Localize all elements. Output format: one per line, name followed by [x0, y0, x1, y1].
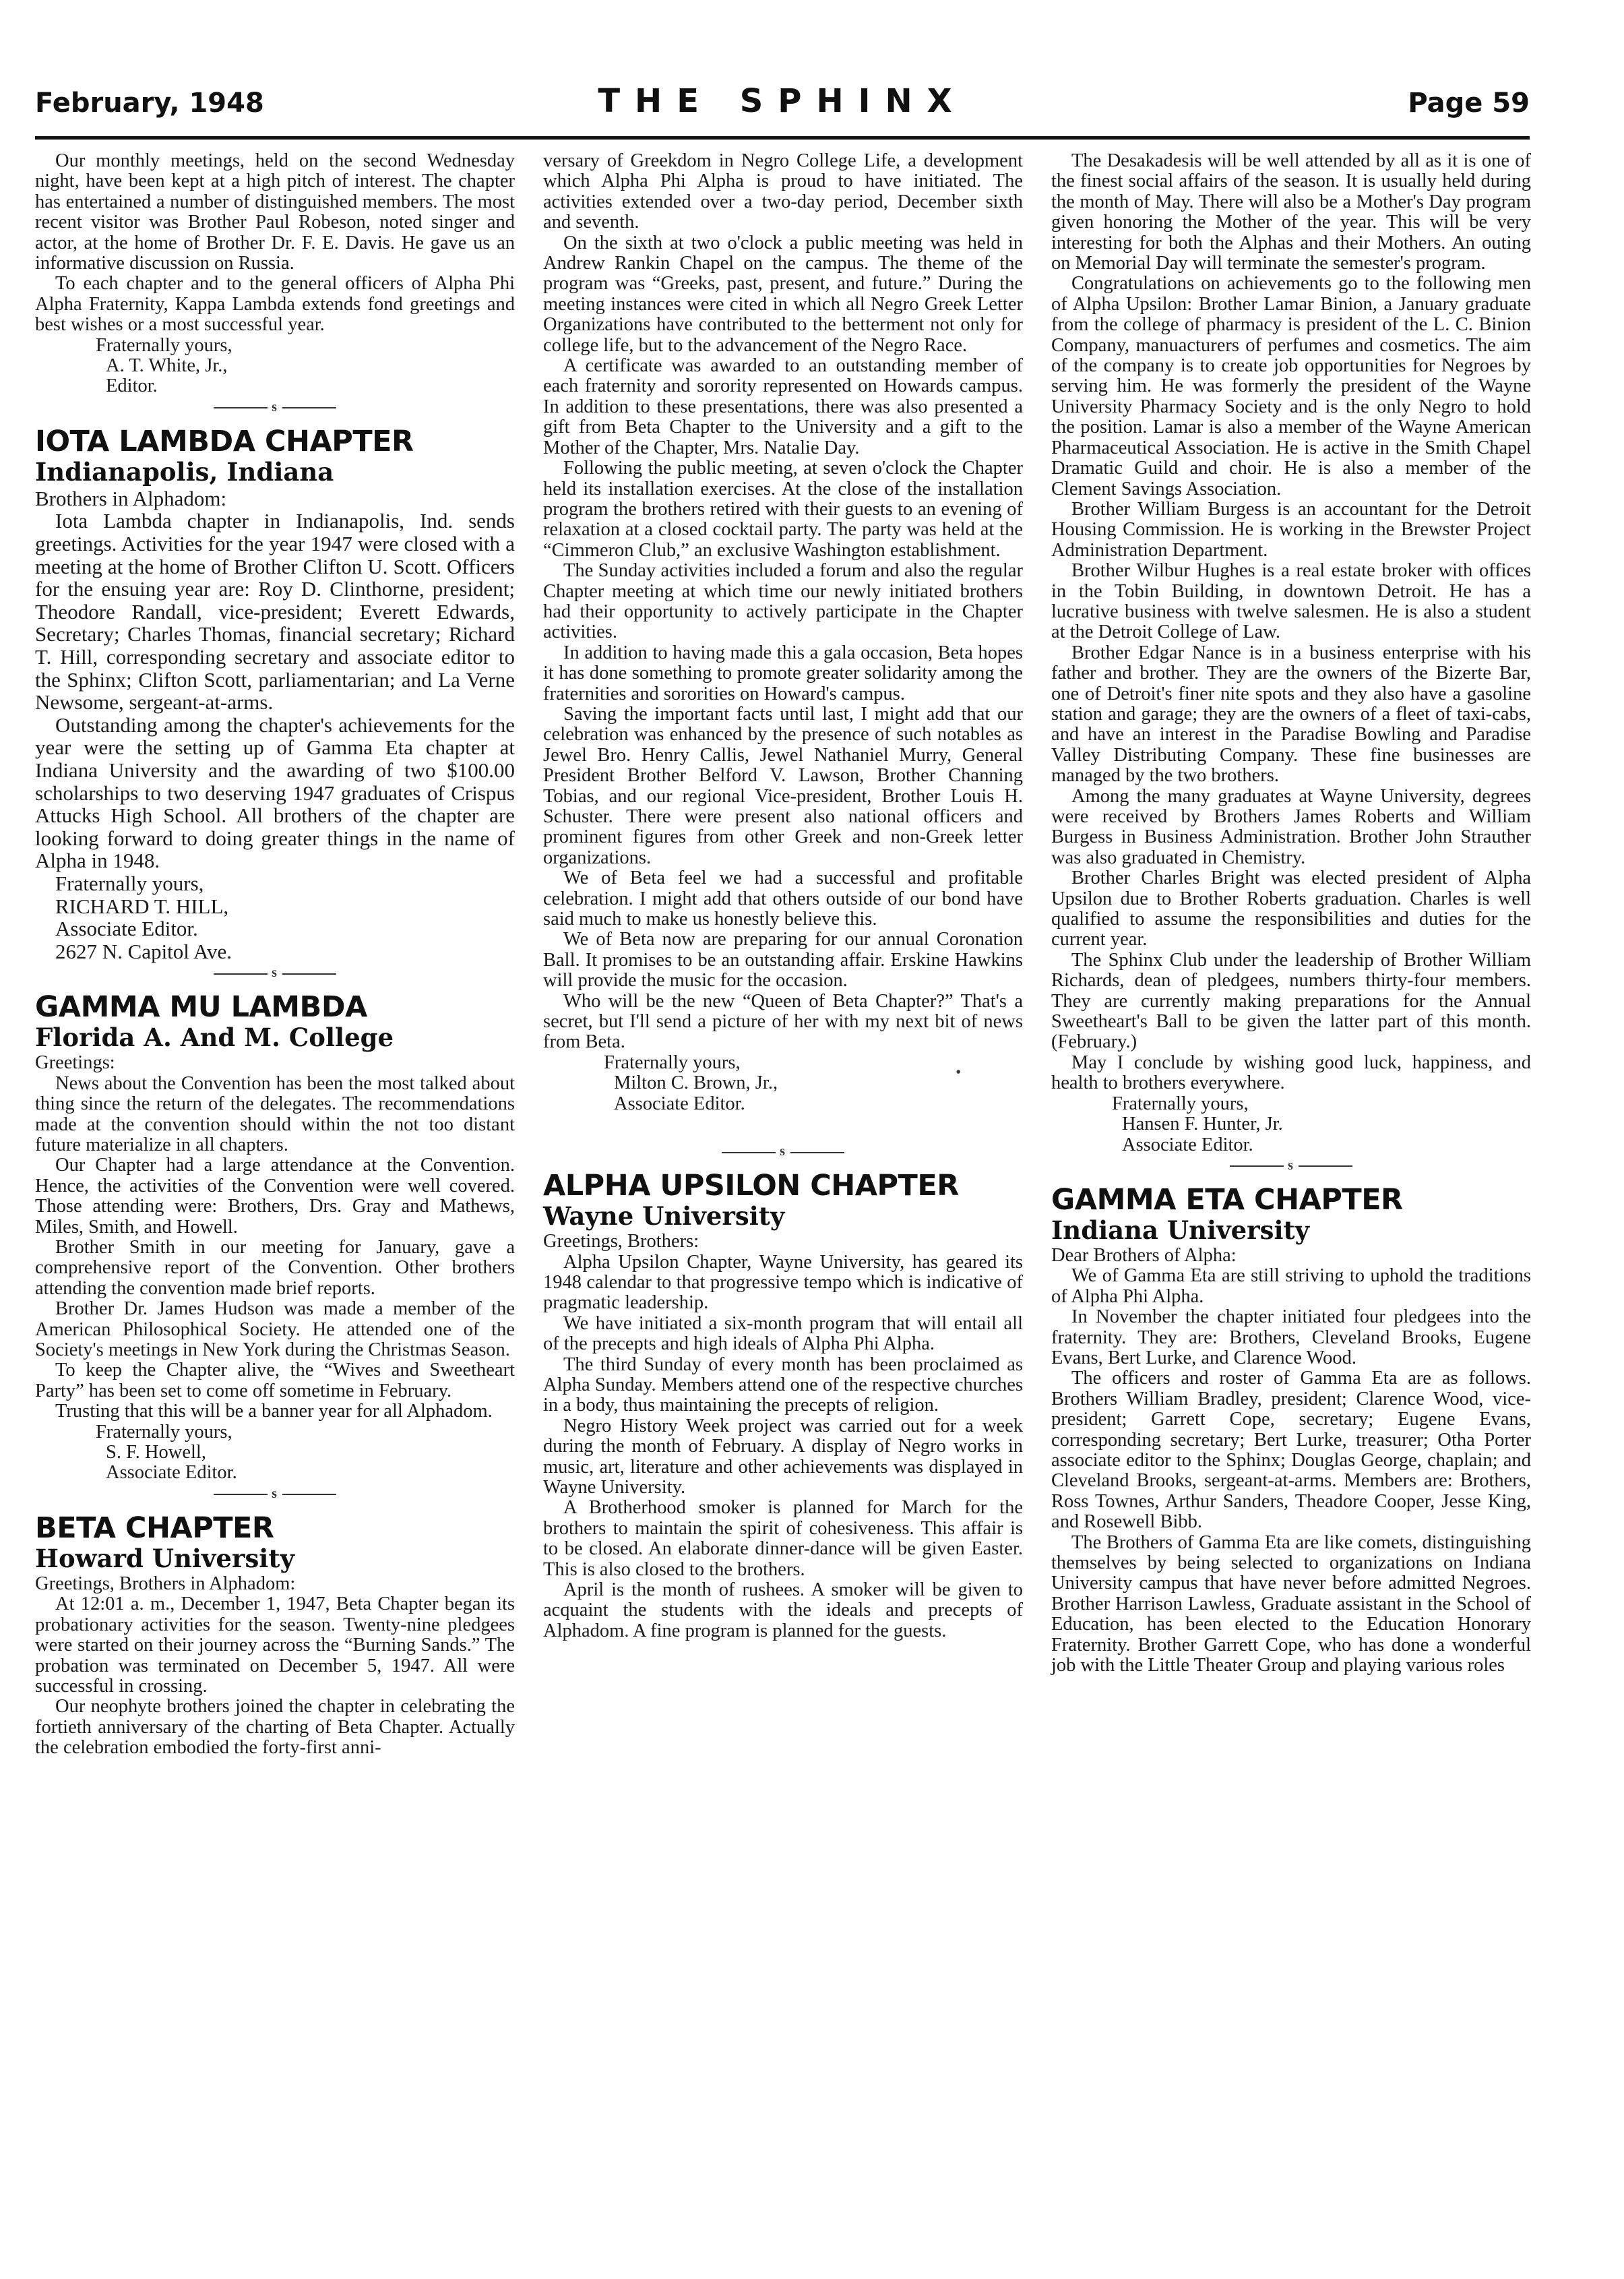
paragraph: To keep the Chapter alive, the “Wives and Sweetheart Party” has been set to come off sometime in February.	[35, 1360, 515, 1401]
section-separator	[543, 1141, 1023, 1161]
paragraph: May I conclude by wishing good luck, happiness, and health to brothers everywhere.	[1051, 1052, 1531, 1094]
paragraph: At 12:01 a. m., December 1, 1947, Beta Chapter began its probationary activities for the season. Twenty-nine pledgees were started on their journey across the “Burning Sands.” The probation was terminated on December 5, 1947. All were successful in crossing.	[35, 1593, 515, 1697]
paragraph: Brother Charles Bright was elected president of Alpha Upsilon due to Brother Roberts graduation. Charles is well qualified to assume the responsibilities and duties for the current year.	[1051, 868, 1531, 950]
greeting: Brothers in Alphadom:	[35, 486, 227, 510]
separator-letter: s	[272, 399, 278, 415]
signature-line: 2627 N. Capitol Ave.	[55, 939, 232, 963]
issue-date: February, 1948	[35, 88, 264, 119]
paragraph: Alpha Upsilon Chapter, Wayne University, has geared its 1948 calendar to that progressive tempo which is indicative of pragmatic leadership.	[543, 1251, 1023, 1314]
kappa-lambda-article	[35, 151, 515, 397]
header-rule	[35, 136, 1530, 140]
alpha-upsilon-continued	[1051, 151, 1531, 1155]
chapter-location: Florida A. And M. College	[35, 1023, 394, 1053]
chapter-heading: GAMMA MU LAMBDA	[35, 990, 367, 1025]
paragraph: The Sphinx Club under the leadership of Brother William Richards, dean of pledgees, numbers thirty-four members. They are currently making preparations for the Annual Sweetheart's Ball to be given the latter part of this month. (February.)	[1051, 949, 1531, 1053]
signature-line: Fraternally yours,	[96, 1421, 232, 1442]
paragraph: Iota Lambda chapter in Indianapolis, Ind. sends greetings. Activities for the year 1947 were closed with a meeting at the home of Brother Clifton U. Scott. Officers for the ensuing year are: Roy D. Clinthorne, president; Theodore Randall, vice-president; Everett Edwards, Secretary; Charles Thomas, financial secretary; Richard T. Hill, corresponding secretary and associate editor to the Sphinx; Clifton Scott, parliamentarian; and La Verne Newsome, sergeant-at-arms.	[35, 509, 515, 715]
paragraph: Our monthly meetings, held on the second Wednesday night, have been kept at a high pitch of interest. The chapter has entertained a number of distinguished members. The most recent visitor was Brother Paul Robeson, noted singer and actor, at the home of Brother Dr. F. E. Davis. He gave us an informative discussion on Russia.	[35, 150, 515, 274]
signature-line: S. F. Howell,	[106, 1442, 206, 1463]
paragraph: The officers and roster of Gamma Eta are as follows. Brothers William Bradley, president; Clarence Wood, vice-president; Garrett Cope, secretary; Eugene Evans, corresponding secretary; Bert Lurke, treasurer; Otha Porter associate editor to the Sphinx; Douglas George, chaplain; and Cleveland Brooks, sergeant-at-arms. Members are: Brothers, Ross Townes, Arthur Sanders, Theadore Cooper, Jesse King, and Rosewell Bibb.	[1051, 1368, 1531, 1533]
paragraph: A certificate was awarded to an outstanding member of each fraternity and sorority represented on Howards campus. In addition to these presentations, there was also presented a gift from Beta Chapter to the University and a gift to the Mother of the Chapter, Mrs. Natalie Day.	[543, 355, 1023, 458]
signature-line: Fraternally yours,	[1112, 1093, 1249, 1114]
paragraph: Brother William Burgess is an accountant for the Detroit Housing Commission. He is working in the Brewster Project Administration Department.	[1051, 498, 1531, 561]
signature-line: A. T. White, Jr.,	[106, 355, 228, 377]
paragraph: In addition to having made this a gala occasion, Beta hopes it has done something to promote greater solidarity among the fraternities and sororities on Howard's campus.	[543, 642, 1023, 704]
separator-letter: s	[272, 1486, 278, 1501]
signature-line: Milton C. Brown, Jr.,	[614, 1072, 778, 1094]
chapter-location: Indianapolis, Indiana	[35, 456, 334, 487]
paragraph: The Sunday activities included a forum and also the regular Chapter meeting at which time our newly initiated brothers had their opportunity to actively participate in the Chapter activities.	[543, 560, 1023, 643]
iota-lambda-article	[35, 425, 515, 963]
signature-block	[35, 1422, 515, 1484]
alpha-upsilon-article	[543, 1169, 1023, 1641]
signature-line: Associate Editor.	[106, 1462, 237, 1484]
masthead	[35, 80, 1530, 133]
paragraph: Our Chapter had a large attendance at the Convention. Hence, the activities of the Convention were well covered. Those attending were: Brothers, Drs. Gray and Mathews, Miles, Smith, and Howell.	[35, 1155, 515, 1238]
signature-block	[1051, 1094, 1531, 1155]
paragraph: Brother Smith in our meeting for January, gave a comprehensive report of the Convention. Other brothers attending the convention made brief reports.	[35, 1237, 515, 1299]
signature-line: Associate Editor.	[55, 917, 198, 941]
signature-line: Fraternally yours,	[604, 1052, 741, 1073]
paragraph: Brother Edgar Nance is in a business enterprise with his father and brother. They are the owners of the Bizerte Bar, one of Detroit's finer nite spots and they also have a gasoline station and garage; they are the owners of a fleet of taxi-cabs, and have an interest in the Paradise Bowling and Paradise Valley Distributing Company. These fine businesses are managed by the two brothers.	[1051, 642, 1531, 787]
paragraph: The Desakadesis will be well attended by all as it is one of the finest social affairs of the season. It is usually held during the month of May. There will also be a Mother's Day program given honoring the Mother of the year. This will be very interesting for both the Alphas and their Mothers. An outing on Memorial Day will terminate the semester's program.	[1051, 150, 1531, 274]
paragraph: We of Beta now are preparing for our annual Coronation Ball. It promises to be an outstanding affair. Erskine Hawkins will provide the music for the occasion.	[543, 929, 1023, 992]
signature-block	[35, 336, 515, 397]
chapter-location: Indiana University	[1051, 1215, 1310, 1245]
beta-chapter-continued	[543, 151, 1023, 1114]
beta-chapter-article	[35, 1512, 515, 1759]
chapter-heading: ALPHA UPSILON CHAPTER	[543, 1169, 959, 1203]
section-separator	[35, 963, 515, 983]
paragraph: On the sixth at two o'clock a public meeting was held in Andrew Rankin Chapel on the campus. The theme of the program was “Greeks, past, present, and future.” During the meeting instances were cited in which all Negro Greek Letter Organizations have contributed to the betterment not only for college life, but to the advancement of the Negro Race.	[543, 232, 1023, 356]
separator-letter: s	[272, 965, 278, 981]
greeting: Greetings:	[35, 1052, 115, 1074]
paragraph: Who will be the new “Queen of Beta Chapter?” That's a secret, but I'll send a picture of her with my next bit of news from Beta.	[543, 990, 1023, 1053]
chapter-location: Howard University	[35, 1543, 294, 1573]
separator-letter: s	[1288, 1157, 1294, 1173]
column-3	[1051, 151, 1531, 1676]
paragraph: The Brothers of Gamma Eta are like comets, distinguishing themselves by being selected to organizations on Indiana University campus that have never before admitted Negroes. Brother Harrison Lawless, Graduate assistant in the School of Education, has been elected to the Education Honorary Fraternity. Brother Garrett Cope, who has done a wonderful job with the Little Theater Group and playing various roles	[1051, 1531, 1531, 1676]
gamma-mu-lambda-article	[35, 991, 515, 1484]
greeting: Greetings, Brothers:	[543, 1231, 699, 1252]
paragraph: We have initiated a six-month program that will entail all of the precepts and high ideals of Alpha Phi Alpha.	[543, 1312, 1023, 1355]
column-2	[543, 151, 1023, 1641]
paragraph: Following the public meeting, at seven o'clock the Chapter held its installation exercises. At the close of the installation program the brothers retired with their guests to an evening of relaxation at a closed cocktail party. The party was held at the “Cimmeron Club,” an exclusive Washington establishment.	[543, 458, 1023, 561]
gamma-eta-article	[1051, 1184, 1531, 1676]
paragraph: To each chapter and to the general officers of Alpha Phi Alpha Fraternity, Kappa Lambda extends fond greetings and best wishes or a most successful year.	[35, 273, 515, 336]
chapter-heading: IOTA LAMBDA CHAPTER	[35, 424, 414, 458]
signature-line: Editor.	[106, 375, 158, 397]
section-separator	[1051, 1155, 1531, 1176]
section-separator	[35, 1484, 515, 1504]
signature-block	[35, 872, 515, 963]
paragraph: The third Sunday of every month has been proclaimed as Alpha Sunday. Members attend one of the respective churches in a body, thus maintaining the precepts of religion.	[543, 1354, 1023, 1416]
greeting: Dear Brothers of Alpha:	[1051, 1244, 1237, 1266]
paragraph: In November the chapter initiated four pledgees into the fraternity. They are: Brothers, Cleveland Brooks, Eugene Evans, Bert Lurke, and Clarence Wood.	[1051, 1306, 1531, 1368]
signature-line: Fraternally yours,	[55, 871, 204, 895]
paragraph: Trusting that this will be a banner year for all Alphadom.	[55, 1401, 493, 1422]
signature-line: RICHARD T. HILL,	[55, 894, 229, 918]
signature-block	[543, 1053, 1023, 1114]
page-number: Page 59	[1408, 88, 1530, 119]
paragraph: Our neophyte brothers joined the chapter in celebrating the fortieth anniversary of the charting of Beta Chapter. Actually the celebration embodied the forty-first anni-	[35, 1696, 515, 1759]
paragraph: April is the month of rushees. A smoker will be given to acquaint the students with the ideals and precepts of Alphadom. A fine program is planned for the guests.	[543, 1579, 1023, 1641]
paragraph: We of Gamma Eta are still striving to uphold the traditions of Alpha Phi Alpha.	[1051, 1265, 1531, 1307]
publication-title: THE SPHINX	[598, 82, 967, 120]
chapter-heading: BETA CHAPTER	[35, 1511, 274, 1545]
stray-mark: •	[956, 1064, 962, 1081]
signature-line: Fraternally yours,	[96, 334, 232, 356]
paragraph: Congratulations on achievements go to the following men of Alpha Upsilon: Brother Lamar Binion, a January graduate from the college of pharmacy is president of the L. C. Binion Company, manuacturers of perfumes and cosmetics. The aim of the company is to create job opportunities for Negroes by serving him. He was formerly the president of the Wayne University Pharmacy Society and is the only Negro to hold the position. Lamar is also a member of the Wayne American Pharmaceutical Association. He is active in the Smith Chapel Dramatic Guild and choir. He is also a member of the Clement Savings Association.	[1051, 273, 1531, 499]
section-separator	[35, 397, 515, 417]
paragraph: News about the Convention has been the most talked about thing since the return of the delegates. The recommendations made at the convention should within the not too distant future materialize in all chapters.	[35, 1072, 515, 1155]
chapter-heading: GAMMA ETA CHAPTER	[1051, 1182, 1403, 1217]
paragraph: Brother Wilbur Hughes is a real estate broker with offices in the Tobin Building, in downtown Detroit. He has a lucrative business with twelve salesmen. He is also a student at the Detroit College of Law.	[1051, 560, 1531, 643]
signature-line: Associate Editor.	[614, 1093, 745, 1114]
paragraph: versary of Greekdom in Negro College Life, a development which Alpha Phi Alpha is proud to have initiated. The activities extended over a two-day period, December sixth and seventh.	[543, 150, 1023, 233]
paragraph: Brother Dr. James Hudson was made a member of the American Philosophical Society. He attended one of the Society's meetings in New York during the Christmas Season.	[35, 1298, 515, 1361]
signature-line: Hansen F. Hunter, Jr.	[1122, 1114, 1283, 1135]
paragraph: Saving the important facts until last, I might add that our celebration was enhanced by the presence of such notables as Jewel Bro. Henry Callis, Jewel Nathaniel Murry, General President Brother Belford V. Lawson, Brother Channing Tobias, and our regional Vice-president, Brother Louis H. Schuster. There were present also national officers and prominent figures from other Greek and non-Greek letter organizations.	[543, 703, 1023, 868]
separator-letter: s	[780, 1144, 786, 1159]
column-1	[35, 151, 515, 1759]
paragraph: Among the many graduates at Wayne University, degrees were received by Brothers James Roberts and William Burgess in Business Administration. Brother John Strauther was also graduated in Chemistry.	[1051, 785, 1531, 868]
paragraph: Negro History Week project was carried out for a week during the month of February. A display of Negro works in music, art, literature and other achievements was displayed in Wayne University.	[543, 1415, 1023, 1498]
greeting: Greetings, Brothers in Alphadom:	[35, 1573, 296, 1594]
paragraph: We of Beta feel we had a successful and profitable celebration. I might add that others outside of our bond have said much to make us honestly believe this.	[543, 868, 1023, 930]
paragraph: Outstanding among the chapter's achievements for the year were the setting up of Gamma Eta chapter at Indiana University and the awarding of two $100.00 scholarships to two deserving 1947 graduates of Crispus Attucks High School. All brothers of the chapter are looking forward to doing greater things in the name of Alpha in 1948.	[35, 712, 515, 873]
signature-line: Associate Editor.	[1122, 1134, 1253, 1155]
paragraph: A Brotherhood smoker is planned for March for the brothers to maintain the spirit of cohesiveness. This affair is to be closed. An elaborate dinner-dance will be given Easter. This is also closed to the brothers.	[543, 1497, 1023, 1580]
chapter-location: Wayne University	[543, 1201, 785, 1232]
